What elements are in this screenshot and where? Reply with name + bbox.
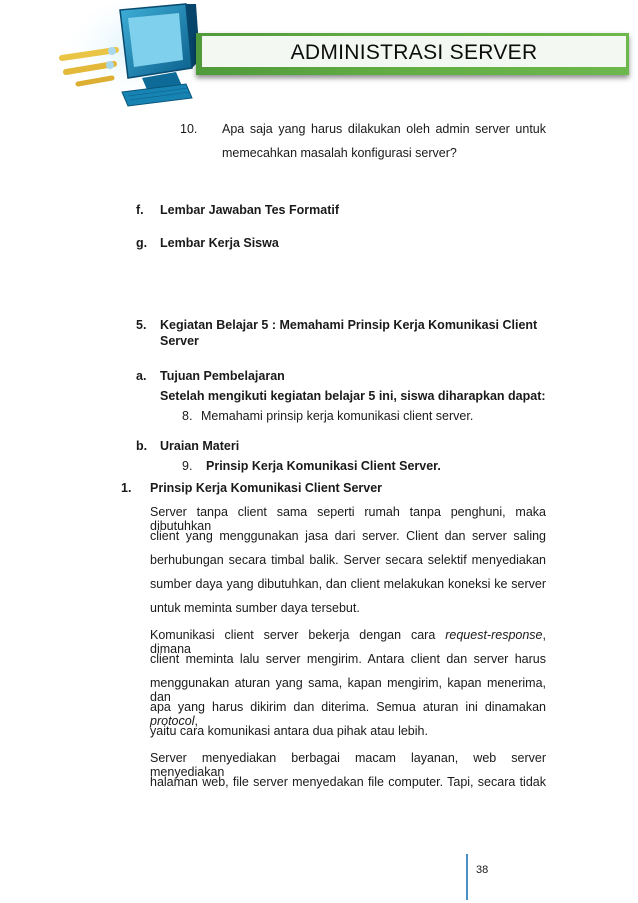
section-a-letter: a.	[136, 369, 147, 383]
term-protocol: protocol	[150, 714, 195, 728]
term-request-response: request-response	[445, 628, 543, 642]
section-a-title: Tujuan Pembelajaran	[160, 369, 285, 383]
question-text-line2: memecahkan masalah konfigurasi server?	[222, 146, 457, 160]
topic-title: Prinsip Kerja Komunikasi Client Server	[150, 481, 383, 495]
paragraph2-line1-text: Komunikasi client server bekerja dengan cara	[150, 628, 446, 642]
paragraph2-line1-tail: , dimana	[150, 628, 546, 656]
section-f-title: Lembar Jawaban Tes Formatif	[160, 203, 339, 217]
kegiatan-number: 5.	[136, 318, 147, 332]
section-g-title: Lembar Kerja Siswa	[160, 236, 279, 250]
question-number: 10.	[180, 122, 198, 136]
paragraph1-line4: sumber daya yang dibutuhkan, dan client melakukan koneksi ke server	[150, 577, 546, 591]
kegiatan-title-line2: Server	[160, 334, 199, 348]
page-title: ADMINISTRASI SERVER	[290, 41, 538, 64]
section-g-letter: g.	[136, 236, 148, 250]
paragraph2-line2: client meminta lalu server mengirim. Antara client dan server harus	[150, 652, 546, 666]
section-a-intro: Setelah mengikuti kegiatan belajar 5 ini, siswa diharapkan dapat:	[160, 389, 546, 403]
header-banner	[196, 33, 629, 75]
paragraph1-line5: untuk meminta sumber daya tersebut.	[150, 601, 360, 615]
material-text: Prinsip Kerja Komunikasi Client Server.	[206, 459, 441, 473]
paragraph1-line3: berhubungan secara timbal balik. Server secara selektif menyediakan	[150, 553, 546, 567]
topic-number: 1.	[121, 481, 132, 495]
material-number: 9.	[182, 459, 193, 473]
paragraph2-line4-text: apa yang harus dikirim dan diterima. Semua aturan ini dinamakan	[150, 700, 546, 714]
paragraph2-line5: yaitu cara komunikasi antara dua pihak atau lebih.	[150, 724, 428, 738]
paragraph2-line4-tail: ,	[194, 714, 198, 728]
section-f-letter: f.	[136, 203, 144, 217]
header-banner-inner	[202, 36, 626, 67]
page-number: 38	[476, 864, 489, 876]
objective-text: Memahami prinsip kerja komunikasi client server.	[201, 409, 474, 423]
paragraph3-line2: halaman web, file server menyedakan file computer. Tapi, secara tidak	[150, 775, 546, 789]
page-number-bar	[466, 854, 468, 900]
objective-number: 8.	[182, 409, 193, 423]
section-b-title: Uraian Materi	[160, 439, 240, 453]
paragraph3-line1: Server menyediakan berbagai macam layanan, web server menyediakan	[150, 751, 546, 779]
paragraph1-line2: client yang menggunakan jasa dari server. Client dan server saling	[150, 529, 546, 543]
section-b-letter: b.	[136, 439, 148, 453]
computer-illustration-icon	[58, 0, 208, 112]
paragraph2-line3: menggunakan aturan yang sama, kapan mengirim, kapan menerima, dan	[150, 676, 546, 704]
question-text-line1: Apa saja yang harus dilakukan oleh admin server untuk	[222, 122, 546, 136]
paragraph1-line1: Server tanpa client sama seperti rumah tanpa penghuni, maka dibutuhkan	[150, 505, 546, 533]
kegiatan-title-line1: Kegiatan Belajar 5 : Memahami Prinsip Kerja Komunikasi Client	[160, 318, 538, 332]
